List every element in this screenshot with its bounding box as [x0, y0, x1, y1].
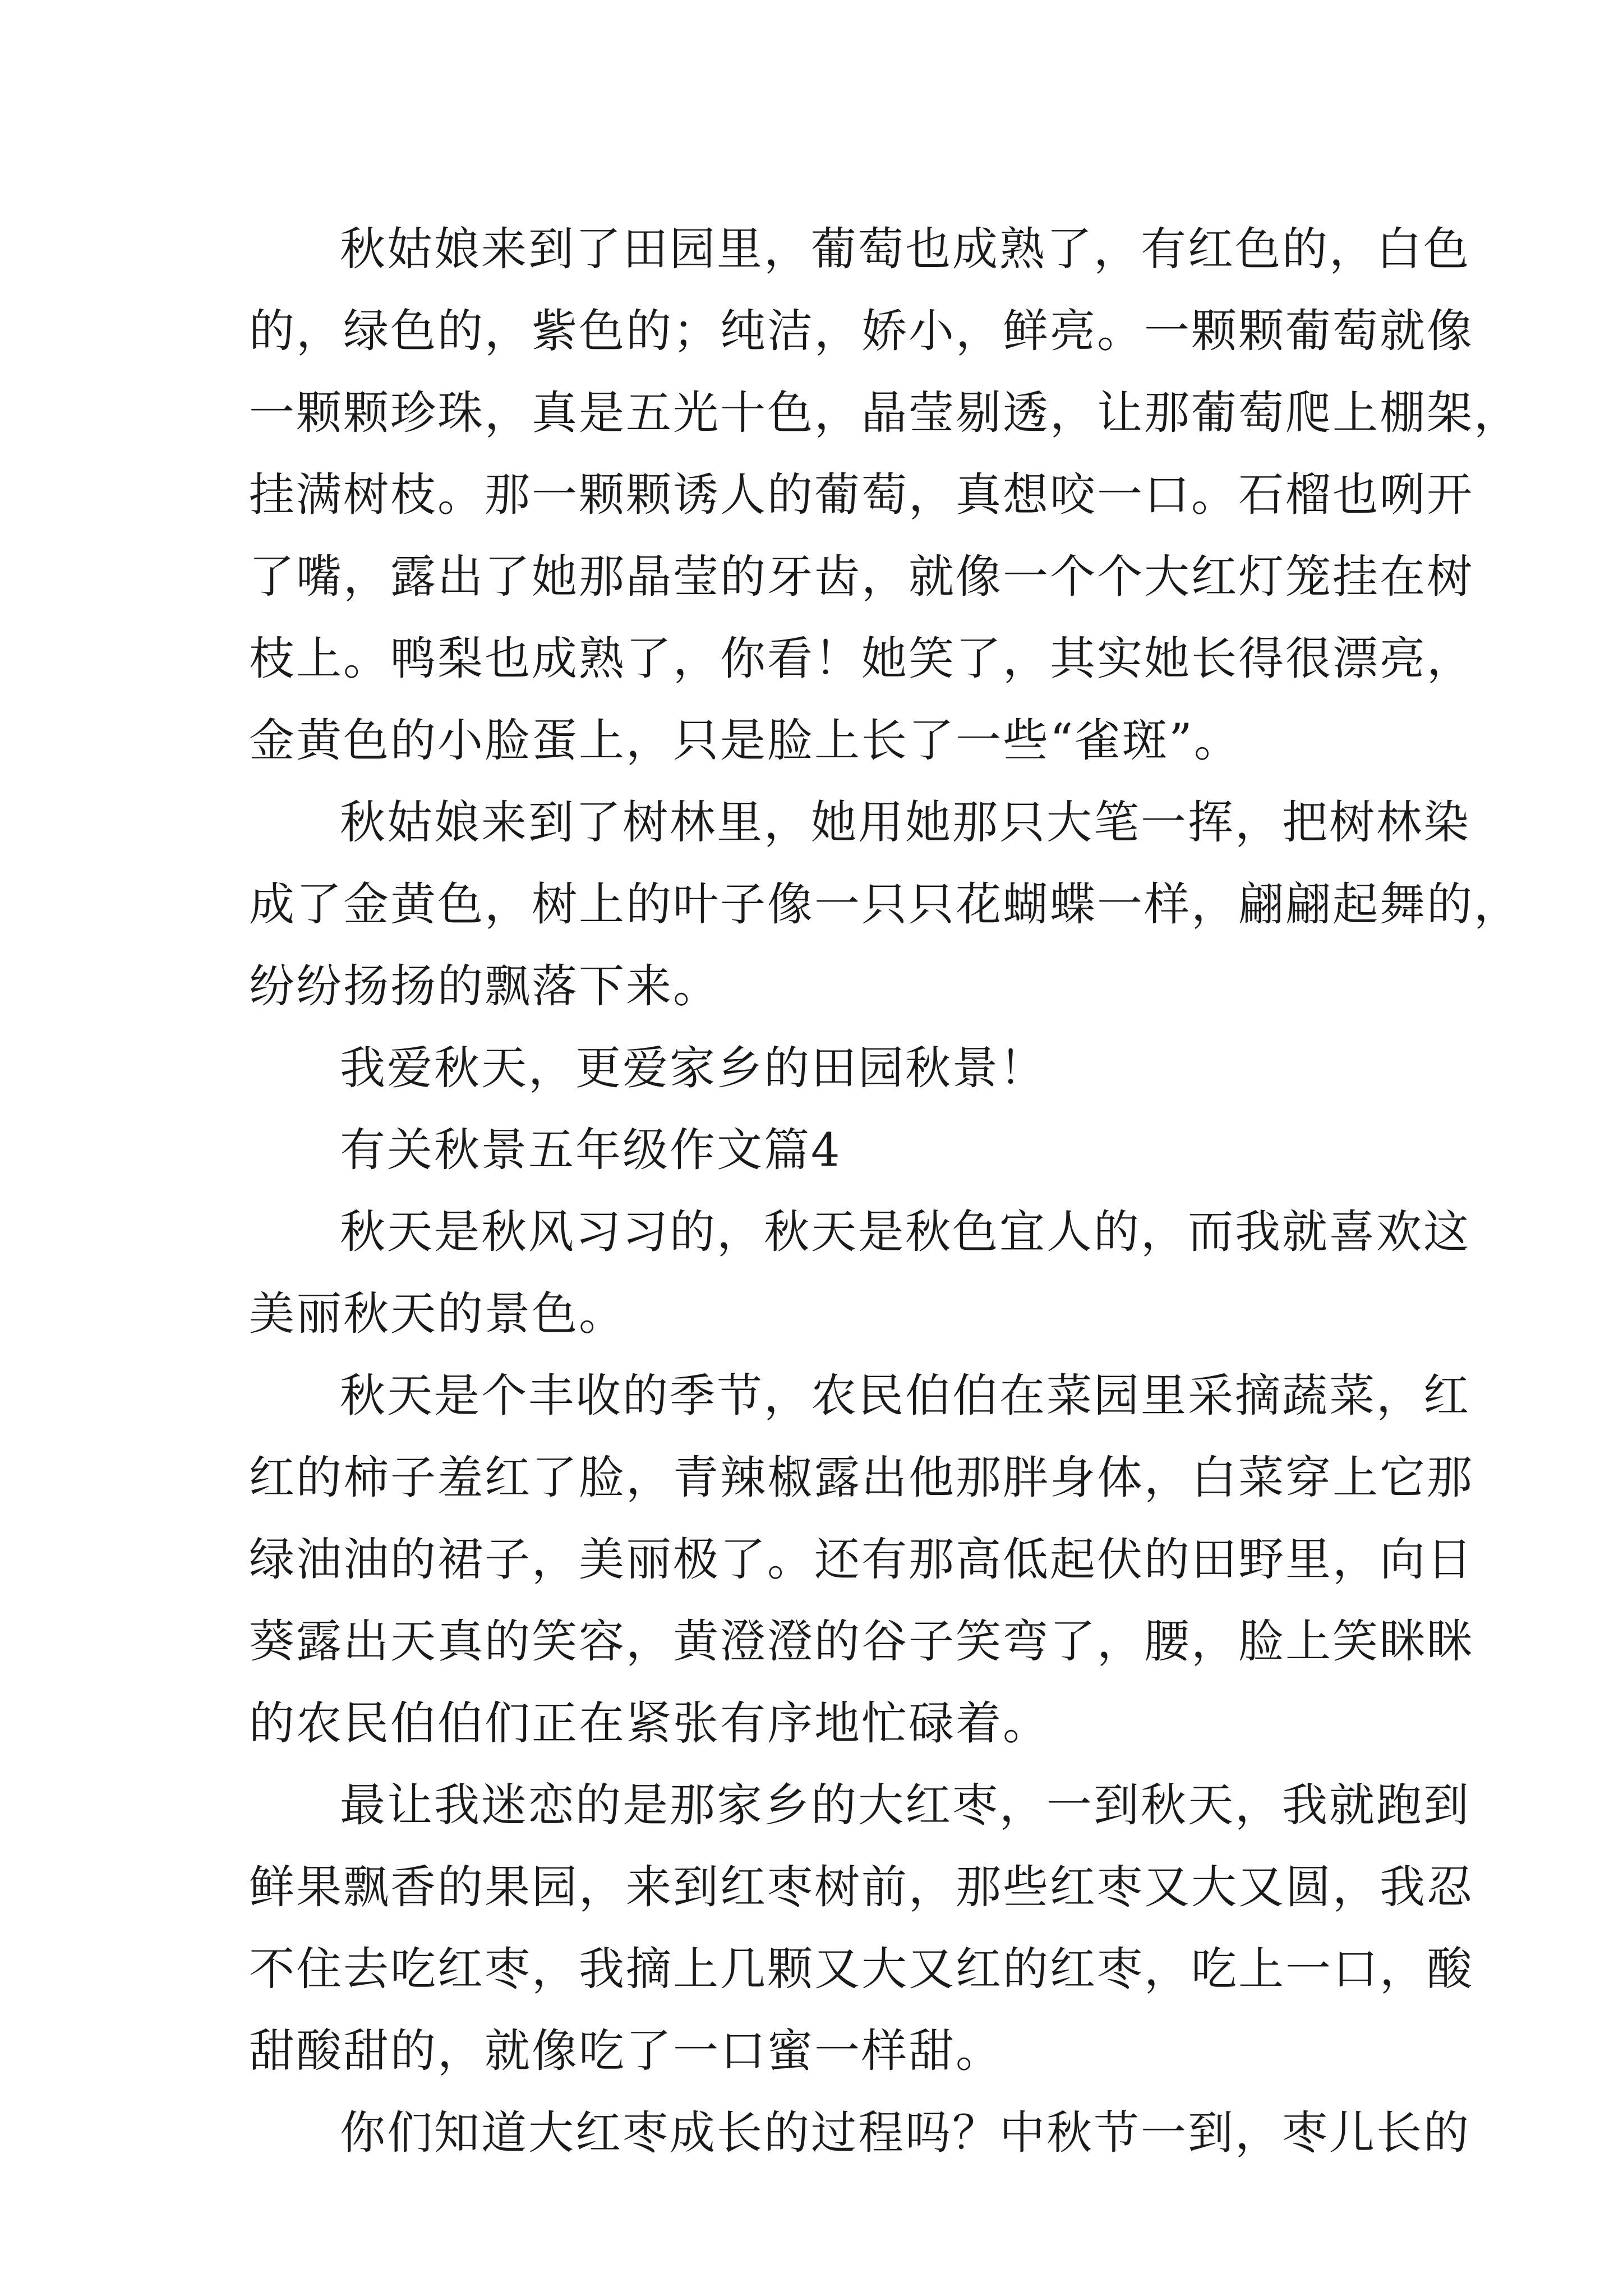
paragraph-love-autumn	[249, 1028, 1387, 1110]
text-line: 我爱秋天，更爱家乡的田园秋景！	[340, 1042, 1047, 1095]
text-line: 成了金黄色，树上的叶子像一只只花蝴蝶一样，翩翩起舞的，	[249, 878, 1521, 931]
document-body	[249, 209, 1521, 2174]
text-line: 秋姑娘来到了树林里，她用她那只大笔一挥，把树林染	[340, 797, 1471, 849]
paragraph-red-dates	[249, 1765, 1474, 2092]
text-line: 甜酸甜的，就像吃了一口蜜一样甜。	[249, 2025, 1003, 2078]
text-line: 鲜果飘香的果园，来到红枣树前，那些红枣又大又圆，我忍	[249, 1861, 1474, 1914]
text-line: 一颗颗珍珠，真是五光十色，晶莹剔透，让那葡萄爬上棚架，	[249, 387, 1521, 440]
text-line: 的，绿色的，紫色的；纯洁，娇小，鲜亮。一颗颗葡萄就像	[249, 305, 1474, 358]
text-line: 挂满树枝。那一颗颗诱人的葡萄，真想咬一口。石榴也咧开	[249, 469, 1474, 522]
text-line: 金黄色的小脸蛋上，只是脸上长了一些“雀斑”。	[249, 715, 1241, 767]
text-line: 最让我迷恋的是那家乡的大红枣，一到秋天，我就跑到	[340, 1779, 1471, 1832]
text-line: 你们知道大红枣成长的过程吗？中秋节一到，枣儿长的	[340, 2107, 1471, 2160]
paragraph-forest	[249, 782, 1521, 1028]
section-heading	[249, 1110, 1387, 1191]
text-line: 了嘴，露出了她那晶莹的牙齿，就像一个个大红灯笼挂在树	[249, 551, 1474, 604]
paragraph-autumn-wind	[249, 1191, 1471, 1355]
text-line: 不住去吃红枣，我摘上几颗又大又红的红枣，吃上一口，酸	[249, 1943, 1474, 1996]
text-line: 秋姑娘来到了田园里，葡萄也成熟了，有红色的，白色	[340, 223, 1471, 276]
heading-line: 有关秋景五年级作文篇4	[340, 1124, 842, 1177]
text-line: 枝上。鸭梨也成熟了，你看！她笑了，其实她长得很漂亮，	[249, 633, 1474, 685]
text-line: 秋天是个丰收的季节，农民伯伯在菜园里采摘蔬菜，红	[340, 1370, 1471, 1423]
paragraph-date-growth	[249, 2092, 1471, 2174]
text-line: 秋天是秋风习习的，秋天是秋色宜人的，而我就喜欢这	[340, 1206, 1471, 1259]
text-line: 的农民伯伯们正在紧张有序地忙碌着。	[249, 1697, 1050, 1750]
text-line: 纷纷扬扬的飘落下来。	[249, 960, 721, 1013]
paragraph-grapes	[249, 209, 1521, 782]
text-line: 绿油油的裙子，美丽极了。还有那高低起伏的田野里，向日	[249, 1534, 1474, 1586]
text-line: 美丽秋天的景色。	[249, 1288, 626, 1341]
text-line: 葵露出天真的笑容，黄澄澄的谷子笑弯了，腰，脸上笑眯眯	[249, 1616, 1474, 1668]
paragraph-harvest	[249, 1355, 1474, 1765]
text-line: 红的柿子羞红了脸，青辣椒露出他那胖身体，白菜穿上它那	[249, 1452, 1474, 1504]
